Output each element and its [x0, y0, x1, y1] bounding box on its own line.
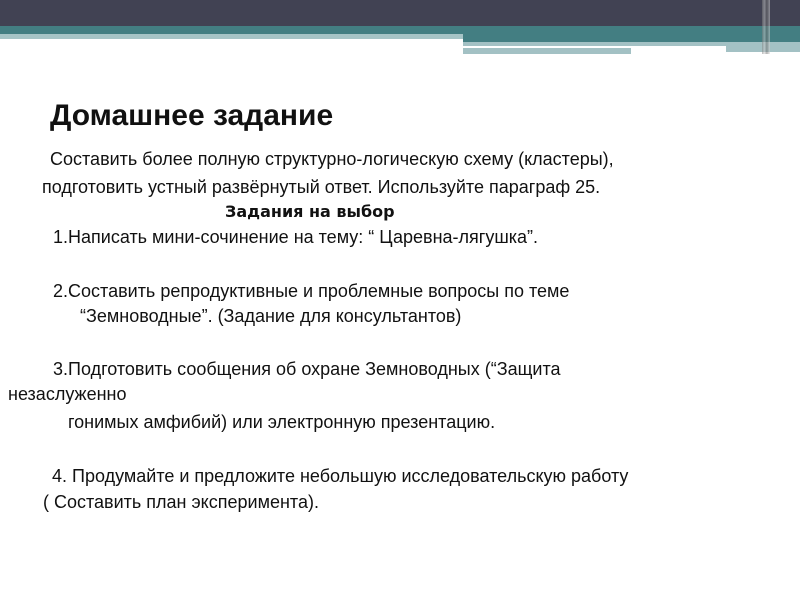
slide-title: Домашнее задание: [50, 99, 334, 132]
task-item: гонимых амфибий) или электронную презентацию.: [68, 412, 496, 432]
accent-strip: [463, 34, 800, 42]
task-item: “Земноводные”. (Задание для консультантов): [80, 306, 462, 326]
section-heading: Задания на выбор: [225, 202, 395, 221]
task-item: 2.Составить репродуктивные и проблемные вопросы по теме: [53, 281, 570, 301]
decorative-edge: [762, 0, 770, 54]
accent-strip: [0, 34, 463, 39]
task-item: ( Составить план эксперимента).: [43, 492, 319, 512]
task-item: 1.Написать мини-сочинение на тему: “ Царевна-лягушка”.: [53, 227, 539, 247]
header-bar: [0, 0, 800, 26]
body-line: Составить более полную структурно-логическую схему (кластеры),: [50, 149, 614, 169]
task-item: 4. Продумайте и предложите небольшую исследовательскую работу: [52, 466, 629, 486]
task-item: 3.Подготовить сообщения об охране Земноводных (“Защита: [53, 359, 561, 379]
body-line: подготовить устный развёрнутый ответ. Используйте параграф 25.: [42, 177, 601, 197]
task-item: незаслуженно: [8, 384, 127, 404]
accent-strip: [463, 48, 631, 54]
accent-band: [0, 26, 800, 34]
